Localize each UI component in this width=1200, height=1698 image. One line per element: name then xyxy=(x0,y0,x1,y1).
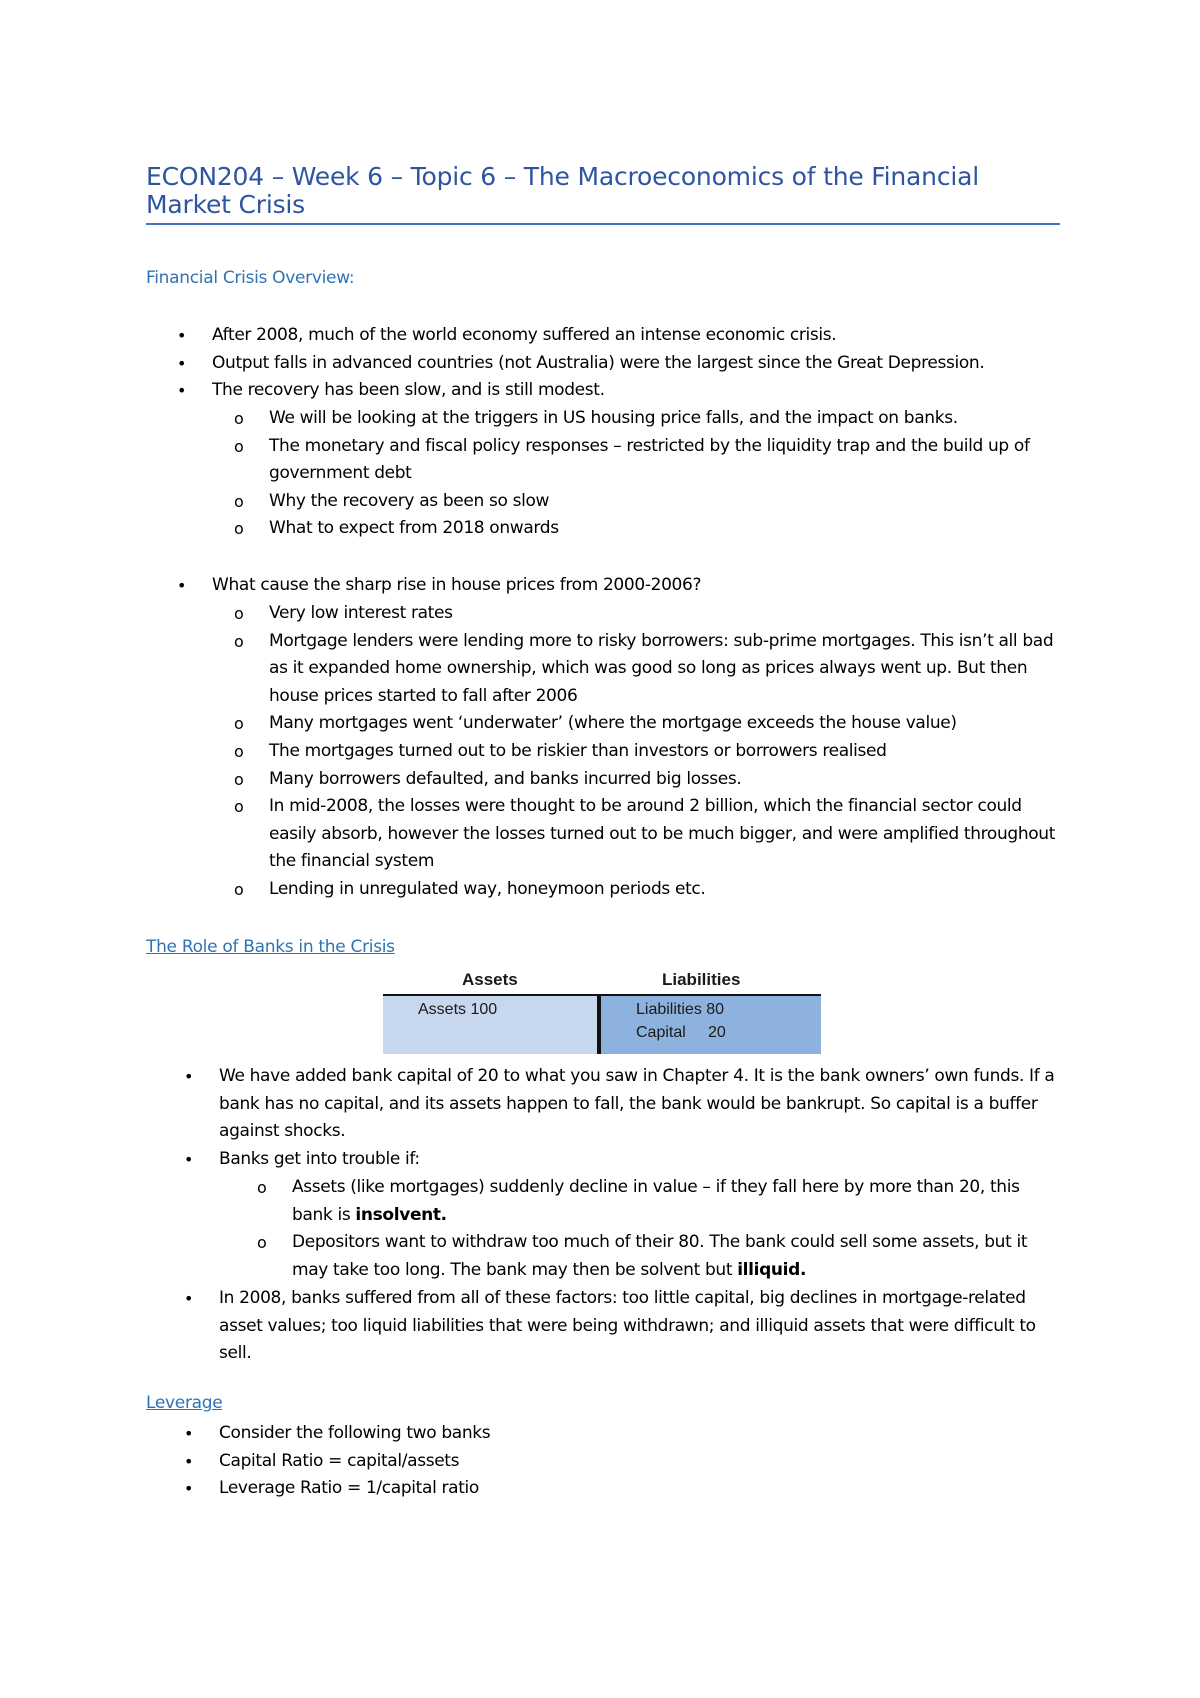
house-price-sub-bullet: o In mid-2008, the losses were thought to be around 2 billion, which the financial sector could easily absorb, however the losses turned out to be much bigger, and were amplified throughout the financial system xyxy=(269,793,1069,876)
sub-bullet-icon: o xyxy=(234,519,244,539)
balance-sheet-liabilities-value: Liabilities 80 xyxy=(636,1001,725,1018)
sub-bullet-icon: o xyxy=(234,879,244,899)
house-price-sub-bullet: o Very low interest rates xyxy=(269,600,1069,628)
bullet-icon: • xyxy=(177,381,187,401)
bullet-icon: • xyxy=(184,1289,194,1308)
bullet-icon: • xyxy=(177,326,187,345)
banks-bullet-list xyxy=(184,1063,1059,1173)
sub-bullet-icon: o xyxy=(234,604,244,623)
sub-bullet-icon: o xyxy=(234,769,244,789)
balance-sheet-capital-value: Capital 20 xyxy=(636,1024,726,1041)
house-price-sub-bullet: o Many mortgages went ‘underwater’ (where the mortgage exceeds the house value) xyxy=(269,710,1069,738)
sub-bullet-icon: o xyxy=(234,631,244,651)
bullet-icon: • xyxy=(177,353,187,373)
banks-bullet: • In 2008, banks suffered from all of these factors: too little capital, big declines in mortgage-related asset values; too liquid liabilities that were being withdrawn; and illiquid assets that were difficult to sell. xyxy=(219,1285,1059,1368)
bullet-icon: • xyxy=(184,1479,194,1499)
banks-bullet: • We have added bank capital of 20 to what you saw in Chapter 4. It is the bank owners’ own funds. If a bank has no capital, and its assets happen to fall, the bank would be bankrupt. So capital is a buffer against shocks. xyxy=(219,1063,1059,1146)
overview-sub-list xyxy=(234,405,1069,543)
house-price-sub-bullet: o Lending in unregulated way, honeymoon periods etc. xyxy=(269,876,1069,904)
overview-bullet-list xyxy=(177,322,1072,405)
banks-heading-link[interactable]: The Role of Banks in the Crisis xyxy=(146,937,395,957)
house-price-bullet-list xyxy=(177,572,1072,600)
balance-sheet-divider xyxy=(597,994,601,1054)
leverage-bullet: • Consider the following two banks xyxy=(219,1420,1059,1448)
leverage-bullet: • Leverage Ratio = 1/capital ratio xyxy=(219,1475,1059,1503)
house-price-sub-bullet: o Many borrowers defaulted, and banks incurred big losses. xyxy=(269,766,1069,794)
banks-bullet: • Banks get into trouble if: xyxy=(219,1146,1059,1174)
overview-sub-bullet: o Why the recovery as been so slow xyxy=(269,488,1069,516)
overview-bullet: • The recovery has been slow, and is still modest. xyxy=(212,377,1072,405)
balance-sheet-liabilities-header: Liabilities xyxy=(662,970,741,989)
bullet-icon: • xyxy=(184,1149,194,1169)
sub-bullet-icon: o xyxy=(257,1178,267,1197)
banks-sub-bullet: o Depositors want to withdraw too much of their 80. The bank could sell some assets, but it may take too long. The bank may then be solvent but illiquid. xyxy=(292,1229,1062,1284)
sub-bullet-icon: o xyxy=(234,436,244,456)
overview-sub-bullet: o The monetary and fiscal policy responses – restricted by the liquidity trap and the build up of government debt xyxy=(269,433,1069,488)
overview-heading: Financial Crisis Overview: xyxy=(146,268,355,288)
overview-sub-bullet: o What to expect from 2018 onwards xyxy=(269,515,1069,543)
bullet-icon: • xyxy=(184,1067,194,1086)
banks-bullet-list-2 xyxy=(184,1285,1059,1368)
sub-bullet-icon: o xyxy=(234,409,244,428)
bullet-icon: • xyxy=(177,576,187,595)
sub-bullet-icon: o xyxy=(234,491,244,511)
banks-sub-bullet: o Assets (like mortgages) suddenly decline in value – if they fall here by more than 20, this bank is insolvent. xyxy=(292,1174,1062,1229)
banks-sub-list xyxy=(257,1174,1062,1284)
overview-bullet: • Output falls in advanced countries (not Australia) were the largest since the Great Depression. xyxy=(212,350,1072,378)
insolvent-term: insolvent. xyxy=(355,1204,447,1225)
house-price-sub-bullet: o Mortgage lenders were lending more to risky borrowers: sub-prime mortgages. This isn’t all bad as it expanded home ownership, which was good so long as prices always went up. But then house prices started to fall after 2006 xyxy=(269,628,1069,711)
house-price-sub-bullet: o The mortgages turned out to be riskier than investors or borrowers realised xyxy=(269,738,1069,766)
overview-bullet: • After 2008, much of the world economy suffered an intense economic crisis. xyxy=(212,322,1072,350)
leverage-heading-link[interactable]: Leverage xyxy=(146,1393,223,1413)
sub-bullet-icon: o xyxy=(257,1233,267,1253)
illiquid-term: illiquid. xyxy=(737,1259,807,1280)
bullet-icon: • xyxy=(184,1451,194,1471)
title-underline xyxy=(146,223,1060,225)
leverage-bullet-list xyxy=(184,1420,1059,1503)
house-price-question: • What cause the sharp rise in house prices from 2000-2006? xyxy=(212,572,1072,600)
sub-bullet-icon: o xyxy=(234,797,244,817)
sub-bullet-icon: o xyxy=(234,714,244,734)
overview-sub-bullet: o We will be looking at the triggers in US housing price falls, and the impact on banks. xyxy=(269,405,1069,433)
sub-bullet-icon: o xyxy=(234,741,244,761)
balance-sheet-assets-value: Assets 100 xyxy=(418,1001,498,1018)
balance-sheet-assets-header: Assets xyxy=(462,970,518,989)
page-title: ECON204 – Week 6 – Topic 6 – The Macroeconomics of the Financial Market Crisis xyxy=(146,162,979,219)
leverage-bullet: • Capital Ratio = capital/assets xyxy=(219,1448,1059,1476)
bullet-icon: • xyxy=(184,1424,194,1443)
house-price-sub-list xyxy=(234,600,1069,904)
